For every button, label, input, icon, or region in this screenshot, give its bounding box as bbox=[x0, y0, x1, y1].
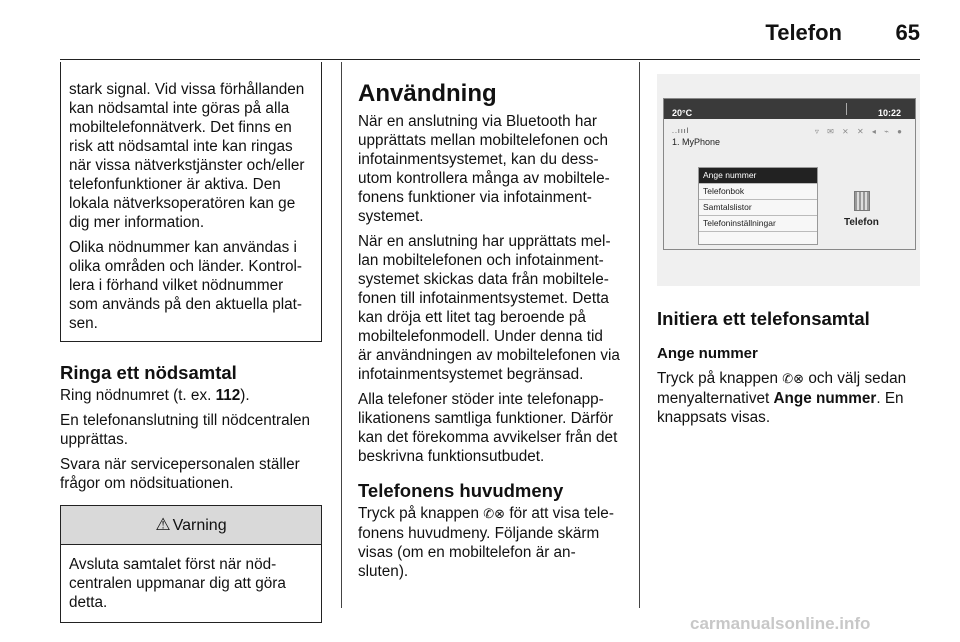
phone-menu bbox=[698, 167, 818, 245]
warning-title: Varning bbox=[172, 517, 227, 534]
section-heading: Ringa ett nödsamtal bbox=[60, 362, 237, 383]
temperature: 20°C bbox=[672, 108, 693, 118]
warning-icon: ⚠ bbox=[155, 515, 171, 534]
infotainment-screenshot bbox=[657, 74, 920, 286]
paragraph: Ring nödnumret (t. ex. 112). bbox=[60, 387, 250, 404]
paragraph: En telefonanslutning till nödcentralen upprättas. bbox=[60, 412, 311, 448]
menu-item[interactable]: Telefonbok bbox=[699, 184, 817, 200]
page-header bbox=[0, 0, 960, 60]
header-rule bbox=[60, 59, 920, 60]
status-icons: ▿ ✉ ⨯ ✕ ◂ ⌁ ● bbox=[814, 127, 905, 136]
continued-warning-box bbox=[60, 62, 322, 342]
box-paragraph: Olika nödnummer kan användas i olika områden och länder. Kontrollera i förhand vilket nödnummer som används på den aktuella platsen. bbox=[69, 239, 303, 332]
paragraph: Tryck på knappen ✆⊗ och välj sedan menyalternativet Ange nummer. En knappsats visas. bbox=[657, 370, 907, 426]
page-title: Telefon bbox=[765, 20, 842, 45]
warning-header bbox=[61, 506, 321, 545]
menu-empty-row bbox=[699, 232, 817, 244]
menu-item[interactable]: Ange nummer bbox=[699, 168, 817, 184]
column-right bbox=[657, 74, 920, 433]
phone-name: 1. MyPhone bbox=[672, 137, 721, 147]
paragraph: Svara när servicepersonalen ställer frågor om nödsituationen. bbox=[60, 456, 300, 492]
menu-item[interactable]: Samtalslistor bbox=[699, 200, 817, 216]
box-paragraph: stark signal. Vid vissa förhållanden kan nödsamtal inte göras på alla mobiltelefonnätverk. Det finns en risk att nödsamtal inte kan ringas när vissa nätverkstjänster och/eller telefonfunktioner är aktiva. Den lokala nätverksoperatören kan ge dig mer information. bbox=[69, 81, 305, 231]
infotainment-screen bbox=[663, 98, 916, 250]
column-middle bbox=[358, 80, 620, 587]
warning-box bbox=[60, 505, 322, 623]
page-number: 65 bbox=[895, 20, 920, 45]
paragraph: Alla telefoner stöder inte telefonapplikationens samtliga funktioner. Därför kan det förekomma avvikelser från det beskrivna funktionsutbudet. bbox=[358, 391, 618, 465]
divider bbox=[846, 103, 847, 115]
column-left bbox=[60, 62, 322, 623]
column-divider bbox=[341, 62, 342, 608]
subheading: Ange nummer bbox=[657, 345, 758, 362]
telephone-app-icon bbox=[854, 191, 870, 211]
section-heading: Användning bbox=[358, 80, 497, 107]
paragraph: När en anslutning har upprättats mellan mobiltelefonen och infotainmentsystemet skickas data från mobiltelefonen till infotainmentsystemet. Detta kan dröja ett litet tag beroende på mobiltelefonmodell. Under denna tid är användningen av mobiltelefonen via infotainmentsystemet begränsad. bbox=[358, 233, 620, 383]
clock: 10:22 bbox=[877, 108, 901, 118]
screen-status-bar bbox=[664, 119, 915, 136]
section-heading: Telefonens huvudmeny bbox=[358, 480, 564, 501]
screen-top-bar bbox=[664, 99, 915, 119]
phone-button-icon: ✆⊗ bbox=[782, 372, 805, 387]
menu-item[interactable]: Telefoninställningar bbox=[699, 216, 817, 232]
watermark: carmanualsonline.info bbox=[690, 614, 871, 633]
paragraph: När en anslutning via Bluetooth har upprättats mellan mobiltelefonen och infotainmentsystemet, kan du dessutom kontrollera många av mobiltelefonens funktioner via infotainmentsystemet. bbox=[358, 113, 610, 225]
paragraph: Tryck på knappen ✆⊗ för att visa telefonens huvudmeny. Följande skärm visas (om en mobiltelefon är ansluten). bbox=[358, 505, 614, 580]
signal-icon: ..ıııl bbox=[672, 128, 690, 135]
column-divider bbox=[639, 62, 640, 608]
warning-text: Avsluta samtalet först när nödcentralen uppmanar dig att göra detta. bbox=[69, 556, 286, 611]
section-heading: Initiera ett telefonsamtal bbox=[657, 308, 870, 329]
phone-button-icon: ✆⊗ bbox=[483, 507, 506, 522]
app-label: Telefon bbox=[844, 217, 879, 228]
